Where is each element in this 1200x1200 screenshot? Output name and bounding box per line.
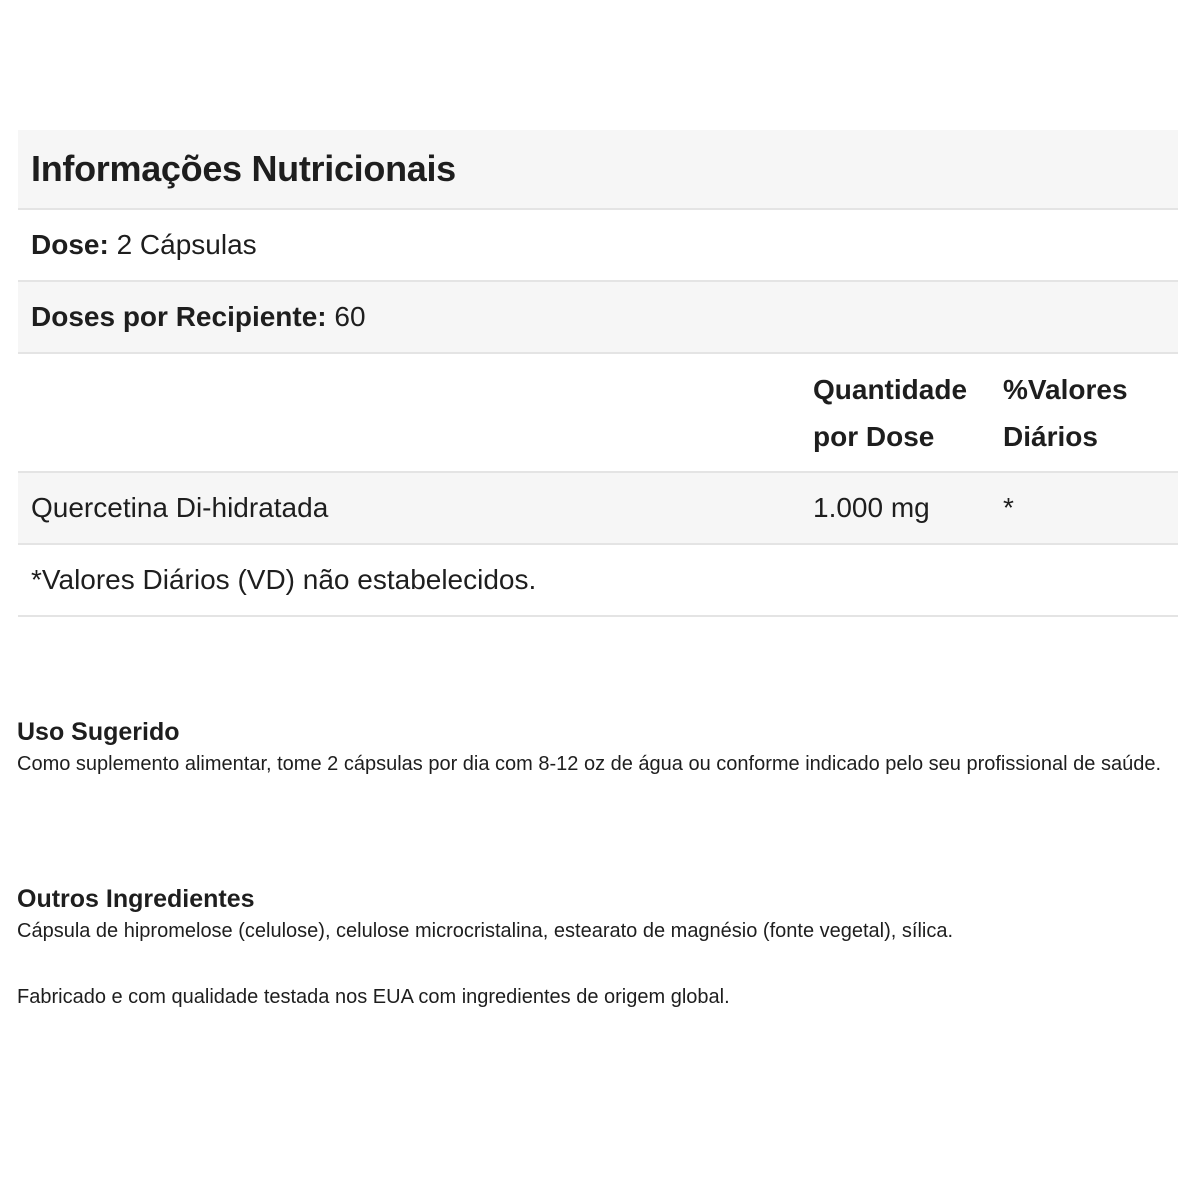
- suggested-use-title: Uso Sugerido: [17, 718, 180, 746]
- other-ingredients-text: Cápsula de hipromelose (celulose), celulose microcristalina, estearato de magnésio (fonte vegetal), sílica.: [17, 920, 954, 942]
- nutrient-dv: *: [1003, 492, 1014, 523]
- nutrition-title: Informações Nutricionais: [31, 148, 456, 189]
- column-header-dv-line2: Diários: [1003, 420, 1098, 452]
- nutrient-amount: 1.000 mg: [813, 492, 930, 523]
- dose-row: [18, 210, 1178, 282]
- column-header-amount-line2: por Dose: [813, 420, 935, 452]
- other-ingredients-section: [17, 884, 1182, 948]
- nutrition-facts-panel: [18, 130, 1178, 617]
- column-header-dv: [1003, 366, 1178, 460]
- suggested-use-text: Como suplemento alimentar, tome 2 cápsulas por dia com 8-12 oz de água ou conforme indicado pelo seu profissional de saúde.: [17, 753, 1162, 775]
- dose-cell: [18, 229, 257, 261]
- column-header-dv-line1: %Valores: [1003, 373, 1128, 405]
- footnote: *Valores Diários (VD) não estabelecidos.: [31, 564, 537, 595]
- doses-per-container-value: 60: [334, 301, 366, 332]
- doses-per-container-label: Doses por Recipiente:: [31, 301, 327, 332]
- other-ingredients-title: Outros Ingredientes: [17, 885, 255, 913]
- column-header-row: [18, 354, 1178, 473]
- manufacturing-note: Fabricado e com qualidade testada nos EUA com ingredientes de origem global.: [17, 986, 730, 1008]
- nutrient-row: [18, 473, 1178, 545]
- dose-value: 2 Cápsulas: [116, 229, 257, 260]
- column-header-amount: [813, 366, 1003, 460]
- suggested-use-section: [17, 717, 1182, 781]
- doses-per-container-cell: [18, 301, 366, 333]
- manufacturing-section: [17, 980, 1182, 1014]
- dose-label: Dose:: [31, 229, 109, 260]
- footnote-row: [18, 545, 1178, 617]
- doses-per-container-row: [18, 282, 1178, 354]
- column-header-amount-line1: Quantidade: [813, 373, 968, 405]
- nutrition-title-row: [18, 130, 1178, 210]
- nutrient-name: Quercetina Di-hidratada: [31, 492, 329, 523]
